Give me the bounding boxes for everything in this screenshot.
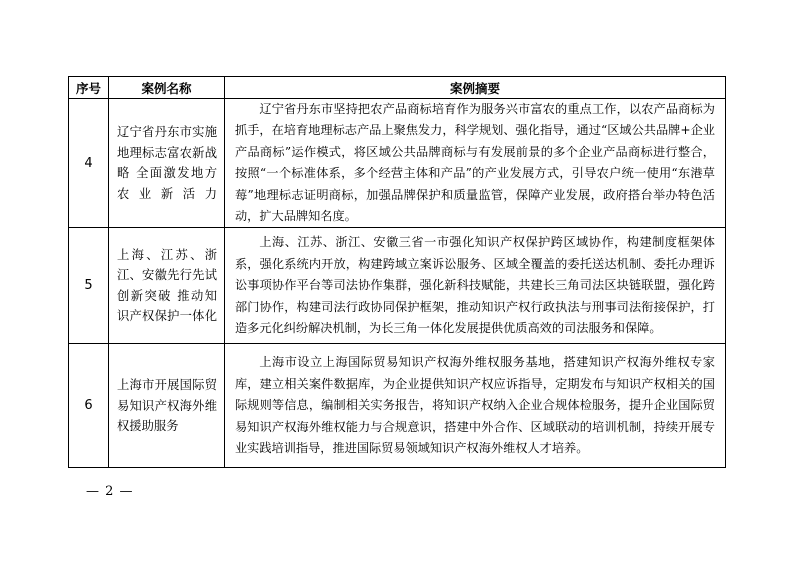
case-table (68, 76, 726, 468)
row-number: 5 (69, 228, 109, 344)
header-summary: 案例摘要 (225, 77, 726, 99)
header-row (69, 77, 726, 99)
table-body (69, 99, 726, 468)
row-number: 4 (69, 99, 109, 228)
case-name: 上海市开展国际贸易知识产权海外维权援助服务 (109, 344, 225, 468)
table-row (69, 228, 726, 344)
row-number: 6 (69, 344, 109, 468)
header-no: 序号 (69, 77, 109, 99)
case-name: 上海、江苏、浙江、安徽先行先试创新突破 推动知识产权保护一体化 (109, 228, 225, 344)
case-summary: 辽宁省丹东市坚持把农产品商标培育作为服务兴市富农的重点工作，以农产品商标为抓手，在培育地理标志产品上聚焦发力，科学规划、强化指导，通过“区域公共品牌+企业产品商标”运作模式，将区域公共品牌商标与有发展前景的多个企业产品商标进行整合，按照“一个标准体系，多个经营主体和产品”的产业发展方式，引导农户统一使用“东港草莓”地理标志证明商标，加强品牌保护和质量监管，保障产业发展，政府搭台举办特色活动，扩大品牌知名度。 (225, 99, 726, 228)
case-summary: 上海市设立上海国际贸易知识产权海外维权服务基地，搭建知识产权海外维权专家库，建立相关案件数据库，为企业提供知识产权应诉指导，定期发布与知识产权相关的国际规则等信息，编制相关实务报告，将知识产权纳入企业合规体检服务，提升企业国际贸易知识产权海外维权能力与合规意识，搭建中外合作、区域联动的培训机制，持续开展专业实践培训指导，推进国际贸易领域知识产权海外维权人才培养。 (225, 344, 726, 468)
table-row (69, 344, 726, 468)
case-summary: 上海、江苏、浙江、安徽三省一市强化知识产权保护跨区域协作，构建制度框架体系，强化系统内开放，构建跨域立案诉讼服务、区域全覆盖的委托送达机制、委托办理诉讼事项协作平台等司法协作集群，强化新科技赋能，共建长三角司法区块链联盟，强化跨部门协作，构建司法行政协同保护框架，推动知识产权行政执法与刑事司法衔接保护，打造多元化纠纷解决机制，为长三角一体化发展提供优质高效的司法服务和保障。 (225, 228, 726, 344)
header-name: 案例名称 (109, 77, 225, 99)
page-number: — 2 — (86, 484, 134, 499)
table-header (69, 77, 726, 99)
table-row (69, 99, 726, 228)
case-name: 辽宁省丹东市实施地理标志富农新战略 全面激发地方农业新活力 (109, 99, 225, 228)
